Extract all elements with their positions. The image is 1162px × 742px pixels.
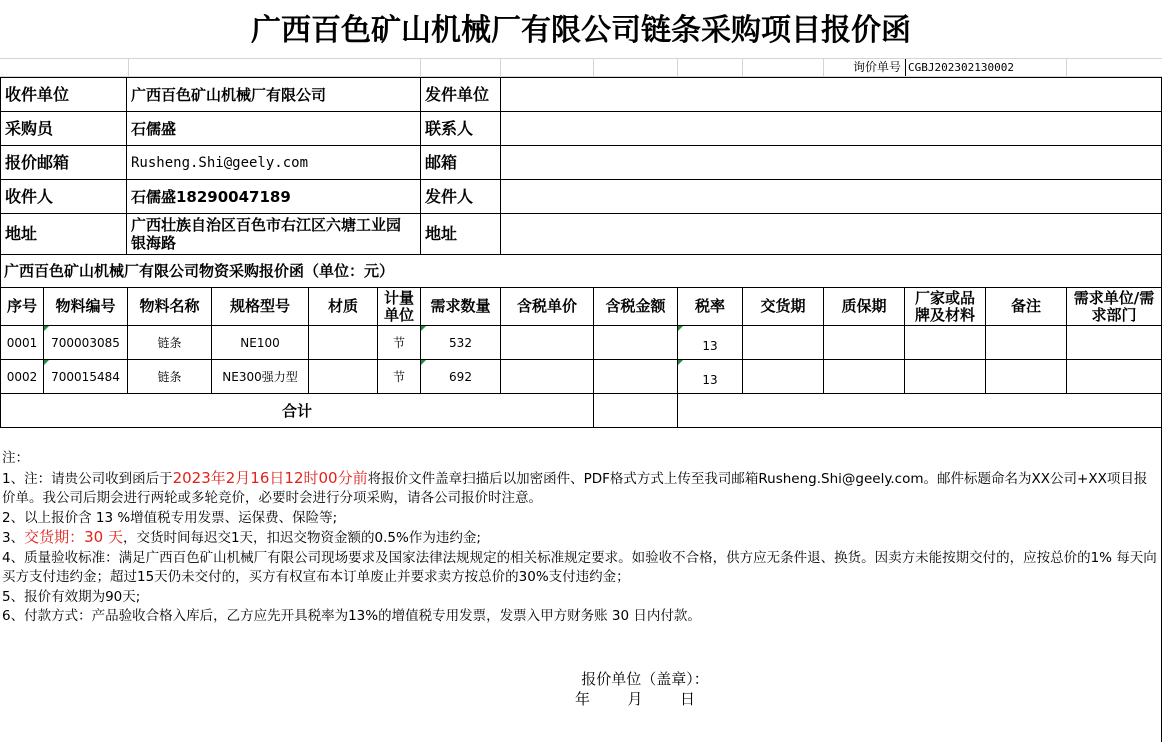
cell-marker-icon	[421, 326, 426, 331]
total-label: 合计	[281, 402, 312, 420]
info-label-email: 邮箱	[425, 153, 458, 172]
cell-dept[interactable]	[1067, 326, 1161, 359]
info-value-email[interactable]	[501, 146, 1161, 179]
info-value-recipient-unit[interactable]: 广西百色矿山机械厂有限公司	[131, 86, 327, 104]
note-6: 6、付款方式：产品验收合格入库后，乙方应先开具税率为13%的增值税专用发票，发票入甲方财务账 30 日内付款。	[2, 608, 701, 624]
cell-marker-icon	[44, 360, 49, 365]
info-value-address-right[interactable]	[501, 214, 1161, 254]
col-header-unit-price: 含税单价	[516, 297, 577, 315]
col-header-tax-rate: 税率	[694, 297, 725, 315]
col-header-warranty: 质保期	[841, 297, 887, 315]
notes-heading: 注：	[2, 450, 29, 466]
cell-quantity[interactable]: 532	[449, 335, 472, 350]
col-header-material-code: 物料编号	[55, 297, 116, 315]
total-amount-cell[interactable]	[594, 394, 677, 427]
cell-warranty[interactable]	[824, 360, 904, 393]
notes-block	[2, 449, 1160, 627]
cell-unit-price[interactable]	[501, 360, 593, 393]
cell-remark[interactable]	[986, 326, 1066, 359]
info-value-quote-email[interactable]: Rusheng.Shi@geely.com	[131, 155, 309, 171]
info-label-address-left: 地址	[5, 224, 38, 243]
info-label-contact: 联系人	[425, 119, 474, 138]
col-header-unit: 计量单位	[383, 288, 414, 324]
cell-material-code[interactable]: 700003085	[51, 335, 120, 350]
cell-spec[interactable]: NE300强力型	[222, 370, 298, 384]
info-label-recipient: 收件人	[5, 187, 54, 206]
cell-material[interactable]	[309, 326, 377, 359]
info-label-sender-unit: 发件单位	[425, 85, 490, 104]
cell-delivery[interactable]	[743, 360, 823, 393]
cell-no[interactable]: 0001	[6, 335, 38, 350]
cell-marker-icon	[44, 326, 49, 331]
cell-marker-icon	[421, 360, 426, 365]
info-value-address-left[interactable]: 广西壮族自治区百色市右江区六塘工业园银海路	[131, 216, 402, 252]
cell-tax-rate[interactable]: 13	[702, 372, 718, 387]
cell-amount[interactable]	[594, 326, 677, 359]
info-value-sender[interactable]	[501, 180, 1161, 213]
cell-quantity[interactable]: 692	[449, 369, 472, 384]
note-1-deadline: 2023年2月16日12时00分前	[172, 468, 368, 487]
cell-brand[interactable]	[905, 360, 985, 393]
signature-date: 年 月 日	[574, 690, 696, 708]
cell-material[interactable]	[309, 360, 377, 393]
inquiry-number-label: 询价单号	[852, 60, 901, 74]
cell-unit[interactable]: 节	[392, 370, 405, 384]
cell-warranty[interactable]	[824, 326, 904, 359]
cell-dept[interactable]	[1067, 360, 1161, 393]
cell-material-name[interactable]: 链条	[157, 370, 182, 384]
cell-tax-rate[interactable]: 13	[702, 338, 718, 353]
col-header-delivery: 交货期	[760, 297, 806, 315]
cell-unit-price[interactable]	[501, 326, 593, 359]
info-value-buyer[interactable]: 石儒盛	[131, 120, 177, 138]
col-header-material-name: 物料名称	[139, 297, 200, 315]
col-header-dept: 需求单位/需求部门	[1073, 288, 1155, 324]
cell-marker-icon	[678, 326, 683, 331]
col-header-remark: 备注	[1010, 297, 1041, 315]
cell-no[interactable]: 0002	[6, 369, 38, 384]
info-value-recipient[interactable]: 石儒盛18290047189	[131, 188, 291, 206]
cell-marker-icon	[678, 360, 683, 365]
note-5: 5、报价有效期为90天;	[2, 588, 141, 605]
cell-amount[interactable]	[594, 360, 677, 393]
info-value-sender-unit[interactable]	[501, 78, 1161, 111]
info-label-quote-email: 报价邮箱	[5, 153, 70, 172]
inquiry-number-value[interactable]: CGBJ202302130002	[908, 61, 1014, 74]
page-title: 广西百色矿山机械厂有限公司链条采购项目报价函	[251, 13, 911, 48]
cell-material-name[interactable]: 链条	[157, 336, 182, 350]
cell-material-code[interactable]: 700015484	[51, 369, 120, 384]
cell-spec[interactable]: NE100	[240, 335, 280, 350]
note-3: 3、交货期：30 天，交货时间每迟交1天，扣迟交物资金额的0.5%作为违约金;	[2, 528, 481, 546]
info-label-address-right: 地址	[425, 224, 458, 243]
col-header-quantity: 需求数量	[430, 297, 491, 315]
col-header-amount: 含税金额	[605, 297, 666, 315]
col-header-material: 材质	[327, 297, 358, 315]
note-3-delivery: 交货期：30 天	[24, 528, 123, 546]
col-header-no: 序号	[6, 297, 37, 315]
section-title: 广西百色矿山机械厂有限公司物资采购报价函（单位：元）	[4, 262, 395, 280]
cell-brand[interactable]	[905, 326, 985, 359]
info-value-contact[interactable]	[501, 112, 1161, 145]
info-label-recipient-unit: 收件单位	[5, 85, 70, 104]
note-1: 1、注：请贵公司收到函后于2023年2月16日12时00分前将报价文件盖章扫描后以加密函件、PDF格式方式上传至我司邮箱Rusheng.Shi@geely.com。邮件标题命名为XX公司+XX项目报价单。我公司后期会进行两轮或多轮竞价，必要时会进行分项采购，请各公司报价时注意。	[2, 468, 1148, 506]
cell-delivery[interactable]	[743, 326, 823, 359]
col-header-spec: 规格型号	[229, 297, 290, 315]
signature-unit: 报价单位（盖章）：	[581, 670, 709, 688]
note-2: 2、以上报价含 13 %增值税专用发票、运保费、保险等;	[2, 509, 338, 526]
cell-unit[interactable]: 节	[392, 336, 405, 350]
info-label-buyer: 采购员	[5, 119, 54, 138]
note-4: 4、质量验收标准：满足广西百色矿山机械厂有限公司现场要求及国家法律法规规定的相关标准规定要求。如验收不合格，供方应无条件退、换货。因卖方未能按期交付的，应按总价的1% 每天向买方支付违约金；超过15天仍未交付的，买方有权宣布本订单废止并要求卖方按总价的30%支付违约金；	[2, 549, 1157, 585]
col-header-brand: 厂家或品牌及材料	[914, 288, 975, 324]
info-label-sender: 发件人	[425, 187, 474, 206]
cell-remark[interactable]	[986, 360, 1066, 393]
